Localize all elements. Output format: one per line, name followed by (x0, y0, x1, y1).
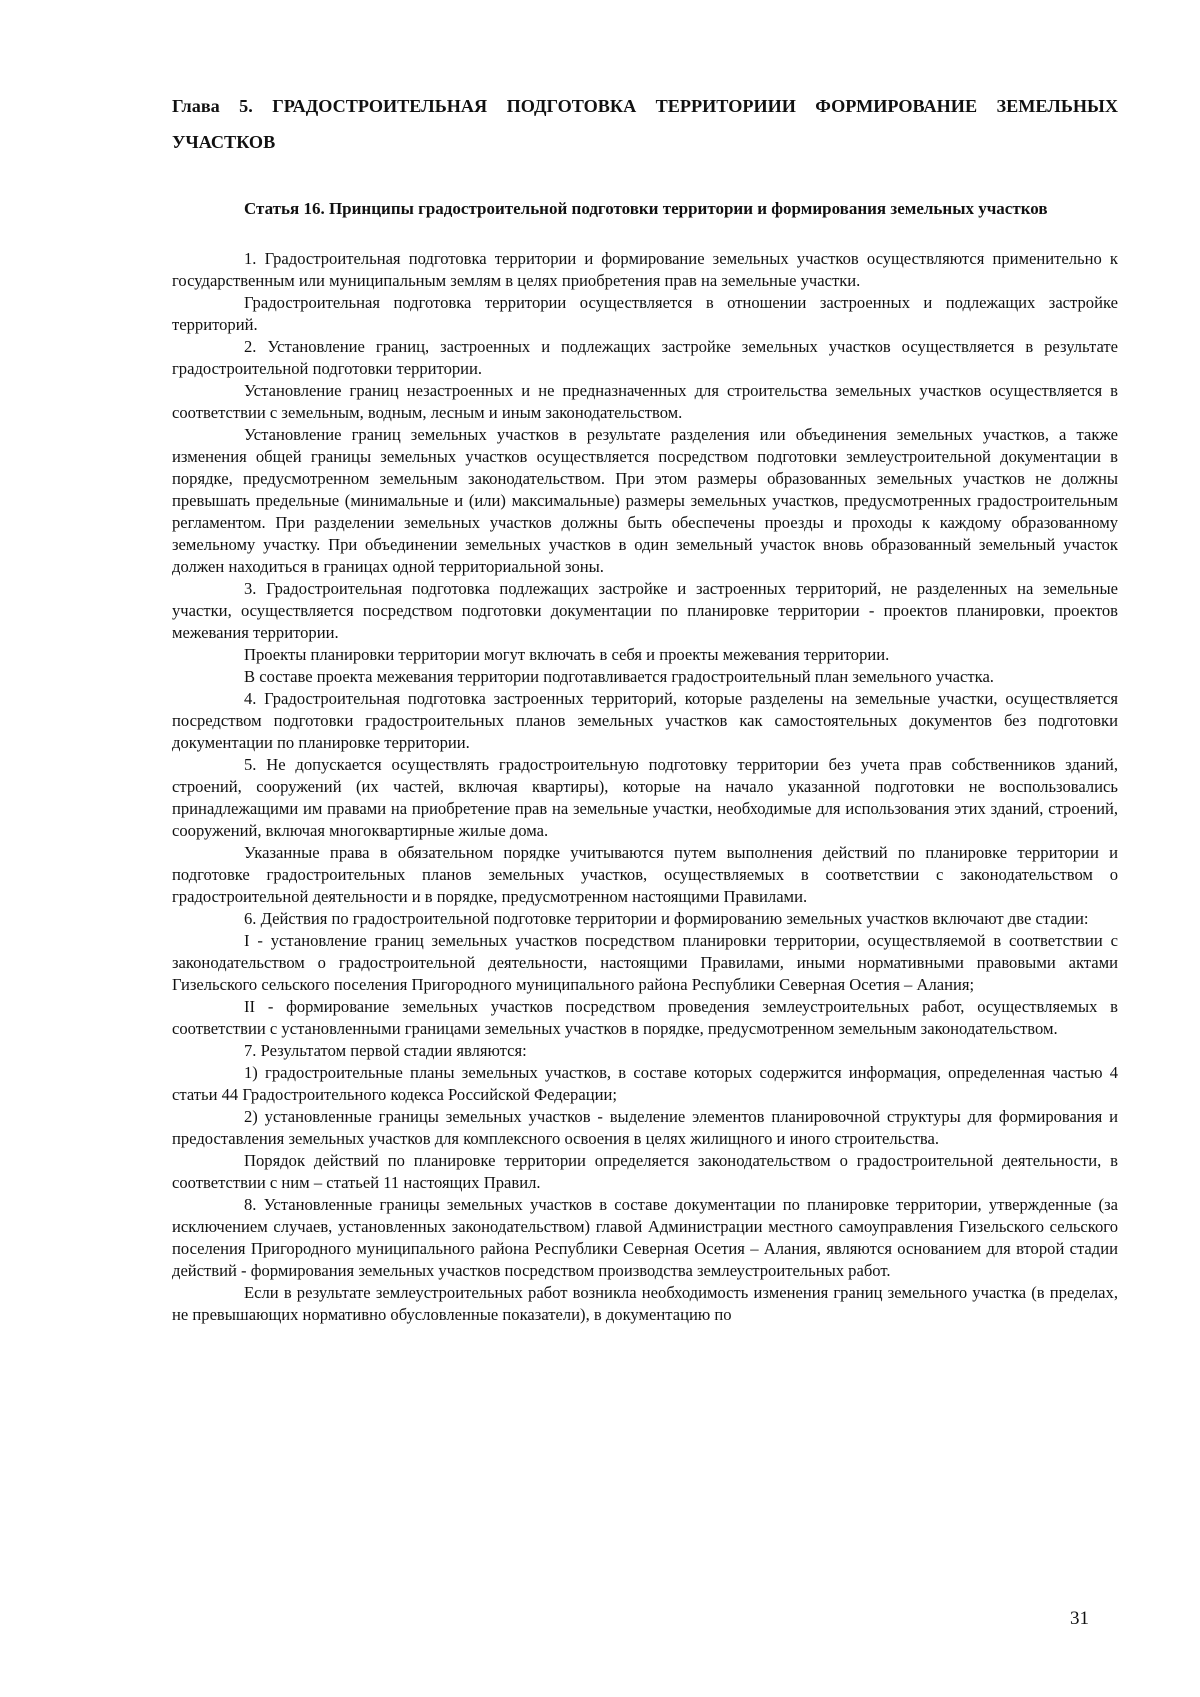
chapter-title: Глава 5. ГРАДОСТРОИТЕЛЬНАЯ ПОДГОТОВКА ТЕРРИТОРИИИ ФОРМИРОВАНИЕ ЗЕМЕЛЬНЫХ УЧАСТКОВ (172, 96, 1118, 152)
paragraph: 8. Установленные границы земельных участков в составе документации по планировке территории, утвержденные (за исключением случаев, установленных законодательством) главой Администрации местного самоуправления Гизельского сельского поселения Пригородного муниципального района Республики Северная Осетия – Алания, являются основанием для второй стадии действий - формирования земельных участков посредством производства землеустроительных работ. (172, 1195, 1118, 1280)
paragraph: 5. Не допускается осуществлять градостроительную подготовку территории без учета прав собственников зданий, строений, сооружений (их частей, включая квартиры), которые на начало указанной подготовки не воспользовались принадлежащими им правами на приобретение прав на земельные участки, необходимые для использования этих зданий, строений, сооружений, включая многоквартирные жилые дома. (172, 755, 1118, 840)
paragraph: 4. Градостроительная подготовка застроенных территорий, которые разделены на земельные участки, осуществляется посредством подготовки градостроительных планов земельных участков как самостоятельных документов без подготовки документации по планировке территории. (172, 689, 1118, 752)
paragraph: 2. Установление границ, застроенных и подлежащих застройке земельных участков осуществляется в результате градостроительной подготовки территории. (172, 337, 1118, 378)
paragraph: 2) установленные границы земельных участков - выделение элементов планировочной структуры для формирования и предоставления земельных участков для комплексного освоения в целях жилищного и иного строительства. (172, 1107, 1118, 1148)
paragraph: II - формирование земельных участков посредством проведения землеустроительных работ, осуществляемых в соответствии с установленными границами земельных участков в порядке, предусмотренном земельным законодательством. (172, 997, 1118, 1038)
paragraph: 1) градостроительные планы земельных участков, в составе которых содержится информация, определенная частью 4 статьи 44 Градостроительного кодекса Российской Федерации; (172, 1063, 1118, 1104)
article-body (172, 248, 1118, 1326)
document-page (172, 88, 1118, 1326)
paragraph: Проекты планировки территории могут включать в себя и проекты межевания территории. (244, 645, 890, 664)
paragraph: 1. Градостроительная подготовка территории и формирование земельных участков осуществляются применительно к государственным или муниципальным землям в целях приобретения прав на земельные участки. (172, 249, 1118, 290)
paragraph: Если в результате землеустроительных работ возникла необходимость изменения границ земельного участка (в пределах, не превышающих нормативно обусловленные показатели), в документацию по (172, 1283, 1118, 1324)
paragraph: Градостроительная подготовка территории осуществляется в отношении застроенных и подлежащих застройке территорий. (172, 293, 1118, 334)
paragraph: Порядок действий по планировке территории определяется законодательством о градостроительной деятельности, в соответствии с ним – статьей 11 настоящих Правил. (172, 1151, 1118, 1192)
paragraph: 3. Градостроительная подготовка подлежащих застройке и застроенных территорий, не разделенных на земельные участки, осуществляется посредством подготовки документации по планировке территории - проектов планировки, проектов межевания территории. (172, 579, 1118, 642)
paragraph: В составе проекта межевания территории подготавливается градостроительный план земельного участка. (244, 667, 994, 686)
page-number: 31 (1070, 1608, 1089, 1629)
paragraph: Установление границ незастроенных и не предназначенных для строительства земельных участков осуществляется в соответствии с земельным, водным, лесным и иным законодательством. (172, 381, 1118, 422)
paragraph: 7. Результатом первой стадии являются: (244, 1041, 527, 1060)
paragraph: Указанные права в обязательном порядке учитываются путем выполнения действий по планировке территории и подготовке градостроительных планов земельных участков, осуществляемых в соответствии с законодательством о градостроительной деятельности и в порядке, предусмотренном настоящими Правилами. (172, 843, 1118, 906)
article-title: Статья 16. Принципы градостроительной подготовки территории и формирования земельных участков (244, 199, 1048, 218)
paragraph: 6. Действия по градостроительной подготовке территории и формированию земельных участков включают две стадии: (244, 909, 1089, 928)
paragraph: I - установление границ земельных участков посредством планировки территории, осуществляемой в соответствии с законодательством о градостроительной деятельности, настоящими Правилами, иными нормативными правовыми актами Гизельского сельского поселения Пригородного муниципального района Республики Северная Осетия – Алания; (172, 931, 1118, 994)
paragraph: Установление границ земельных участков в результате разделения или объединения земельных участков, а также изменения общей границы земельных участков осуществляется посредством подготовки землеустроительной документации в порядке, предусмотренном земельным законодательством. При этом размеры образованных земельных участков не должны превышать предельные (минимальные и (или) максимальные) размеры земельных участков, предусмотренных градостроительным регламентом. При разделении земельных участков должны быть обеспечены проезды и проходы к каждому образованному земельному участку. При объединении земельных участков в один земельный участок вновь образованный земельный участок должен находиться в границах одной территориальной зоны. (172, 425, 1118, 576)
